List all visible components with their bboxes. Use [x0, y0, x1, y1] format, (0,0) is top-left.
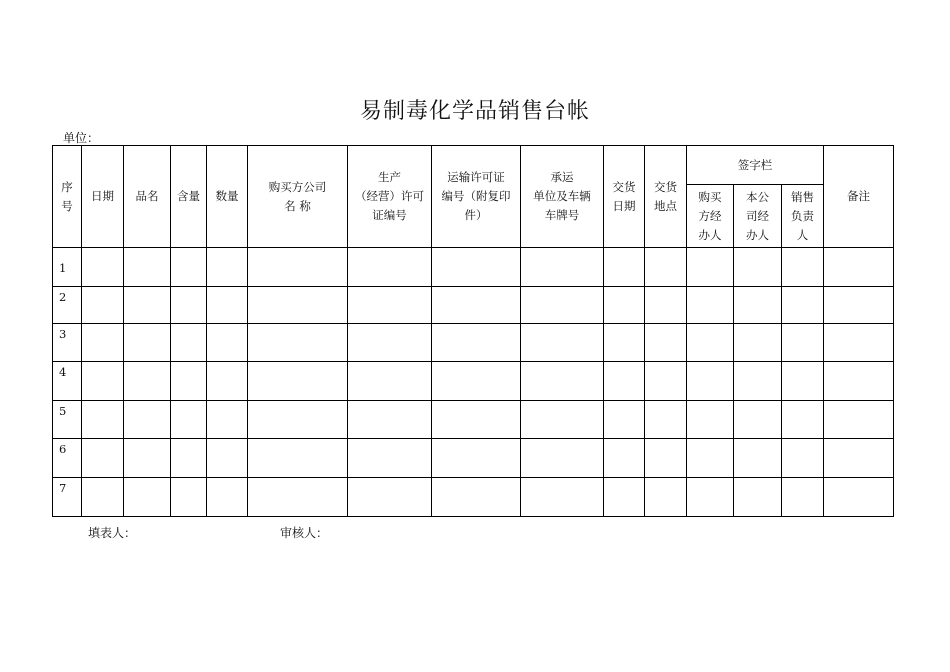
table-cell	[782, 362, 824, 401]
table-cell	[82, 324, 124, 362]
table-cell	[824, 248, 894, 287]
header-quantity: 数量	[207, 146, 248, 248]
table-cell	[82, 287, 124, 324]
table-cell	[604, 401, 645, 439]
table-cell	[207, 439, 248, 478]
table-cell	[645, 401, 687, 439]
table-cell	[782, 478, 824, 517]
table-cell	[207, 401, 248, 439]
header-date: 日期	[82, 146, 124, 248]
table-cell	[171, 248, 207, 287]
table-row	[53, 439, 894, 478]
header-seq: 序 号	[53, 146, 82, 248]
table-cell	[645, 439, 687, 478]
filler-label: 填表人：	[88, 526, 137, 540]
row-number: 6	[53, 439, 82, 478]
table-cell	[521, 287, 604, 324]
row-number: 3	[53, 324, 82, 362]
table-cell	[604, 287, 645, 324]
table-cell	[824, 401, 894, 439]
table-cell	[171, 401, 207, 439]
table-cell	[782, 324, 824, 362]
table-cell	[207, 478, 248, 517]
table-cell	[604, 324, 645, 362]
table-cell	[248, 401, 348, 439]
table-row	[53, 287, 894, 324]
table-cell	[248, 248, 348, 287]
header-row	[53, 146, 894, 185]
table-cell	[687, 439, 734, 478]
table-cell	[782, 248, 824, 287]
table-cell	[604, 478, 645, 517]
reviewer-label: 审核人：	[280, 526, 329, 540]
header-sign-company: 本公 司经 办人	[734, 185, 782, 248]
table-cell	[207, 362, 248, 401]
table-cell	[171, 287, 207, 324]
table-cell	[248, 287, 348, 324]
table-cell	[348, 362, 432, 401]
table-cell	[124, 362, 171, 401]
table-cell	[171, 324, 207, 362]
table-cell	[348, 401, 432, 439]
header-license: 生产 （经营）许可 证编号	[348, 146, 432, 248]
table-row	[53, 362, 894, 401]
table-cell	[124, 248, 171, 287]
row-number: 7	[53, 478, 82, 517]
table-cell	[82, 248, 124, 287]
table-cell	[248, 324, 348, 362]
table-cell	[734, 324, 782, 362]
table-cell	[824, 287, 894, 324]
header-remarks: 备注	[824, 146, 894, 248]
table-cell	[248, 439, 348, 478]
table-cell	[782, 401, 824, 439]
header-transport: 运输许可证 编号（附复印 件）	[432, 146, 521, 248]
table-cell	[824, 439, 894, 478]
table-cell	[82, 439, 124, 478]
table-cell	[687, 362, 734, 401]
table-cell	[82, 401, 124, 439]
document-title: 易制毒化学品销售台帐	[359, 99, 590, 124]
table-cell	[432, 324, 521, 362]
table-cell	[604, 439, 645, 478]
table-cell	[82, 478, 124, 517]
table-cell	[734, 248, 782, 287]
table-row	[53, 401, 894, 439]
table-cell	[248, 362, 348, 401]
row-number: 4	[53, 362, 82, 401]
table-cell	[687, 324, 734, 362]
table-cell	[432, 401, 521, 439]
table-cell	[432, 439, 521, 478]
table-cell	[687, 287, 734, 324]
table-cell	[124, 401, 171, 439]
table-cell	[645, 248, 687, 287]
table-cell	[734, 478, 782, 517]
header-delivery-date: 交货 日期	[604, 146, 645, 248]
table-cell	[432, 248, 521, 287]
table-row	[53, 324, 894, 362]
table-cell	[734, 362, 782, 401]
table-cell	[348, 248, 432, 287]
row-number: 2	[53, 287, 82, 324]
ledger-body	[53, 248, 894, 517]
table-cell	[782, 287, 824, 324]
header-content: 含量	[171, 146, 207, 248]
table-cell	[521, 478, 604, 517]
table-row	[53, 248, 894, 287]
table-cell	[82, 362, 124, 401]
table-cell	[432, 287, 521, 324]
table-cell	[124, 439, 171, 478]
row-number: 5	[53, 401, 82, 439]
row-number: 1	[53, 248, 82, 287]
table-cell	[824, 478, 894, 517]
table-cell	[734, 287, 782, 324]
table-cell	[432, 478, 521, 517]
table-cell	[348, 287, 432, 324]
table-cell	[604, 248, 645, 287]
header-product: 品名	[124, 146, 171, 248]
table-cell	[521, 248, 604, 287]
header-delivery-place: 交货 地点	[645, 146, 687, 248]
table-cell	[207, 248, 248, 287]
table-cell	[171, 478, 207, 517]
table-cell	[734, 401, 782, 439]
table-cell	[645, 287, 687, 324]
table-cell	[734, 439, 782, 478]
table-cell	[824, 324, 894, 362]
table-cell	[207, 287, 248, 324]
table-cell	[124, 324, 171, 362]
sales-ledger-table	[52, 145, 894, 517]
table-row	[53, 478, 894, 517]
table-cell	[171, 362, 207, 401]
table-cell	[348, 478, 432, 517]
table-cell	[124, 287, 171, 324]
table-cell	[782, 439, 824, 478]
table-cell	[645, 478, 687, 517]
table-cell	[248, 478, 348, 517]
table-cell	[687, 248, 734, 287]
table-cell	[521, 401, 604, 439]
table-cell	[604, 362, 645, 401]
unit-label: 单位：	[63, 131, 100, 145]
table-cell	[207, 324, 248, 362]
table-cell	[521, 362, 604, 401]
header-carrier: 承运 单位及车辆 车牌号	[521, 146, 604, 248]
table-cell	[645, 324, 687, 362]
header-sign-buyer: 购买 方经 办人	[687, 185, 734, 248]
table-cell	[687, 478, 734, 517]
header-sign-group: 签字栏	[687, 146, 824, 185]
table-cell	[687, 401, 734, 439]
header-buyer: 购买方公司 名 称	[248, 146, 348, 248]
table-cell	[645, 362, 687, 401]
table-cell	[348, 324, 432, 362]
table-cell	[521, 439, 604, 478]
table-cell	[348, 439, 432, 478]
table-cell	[171, 439, 207, 478]
header-sign-sales: 销售 负责 人	[782, 185, 824, 248]
table-cell	[824, 362, 894, 401]
table-cell	[124, 478, 171, 517]
table-cell	[521, 324, 604, 362]
table-cell	[432, 362, 521, 401]
